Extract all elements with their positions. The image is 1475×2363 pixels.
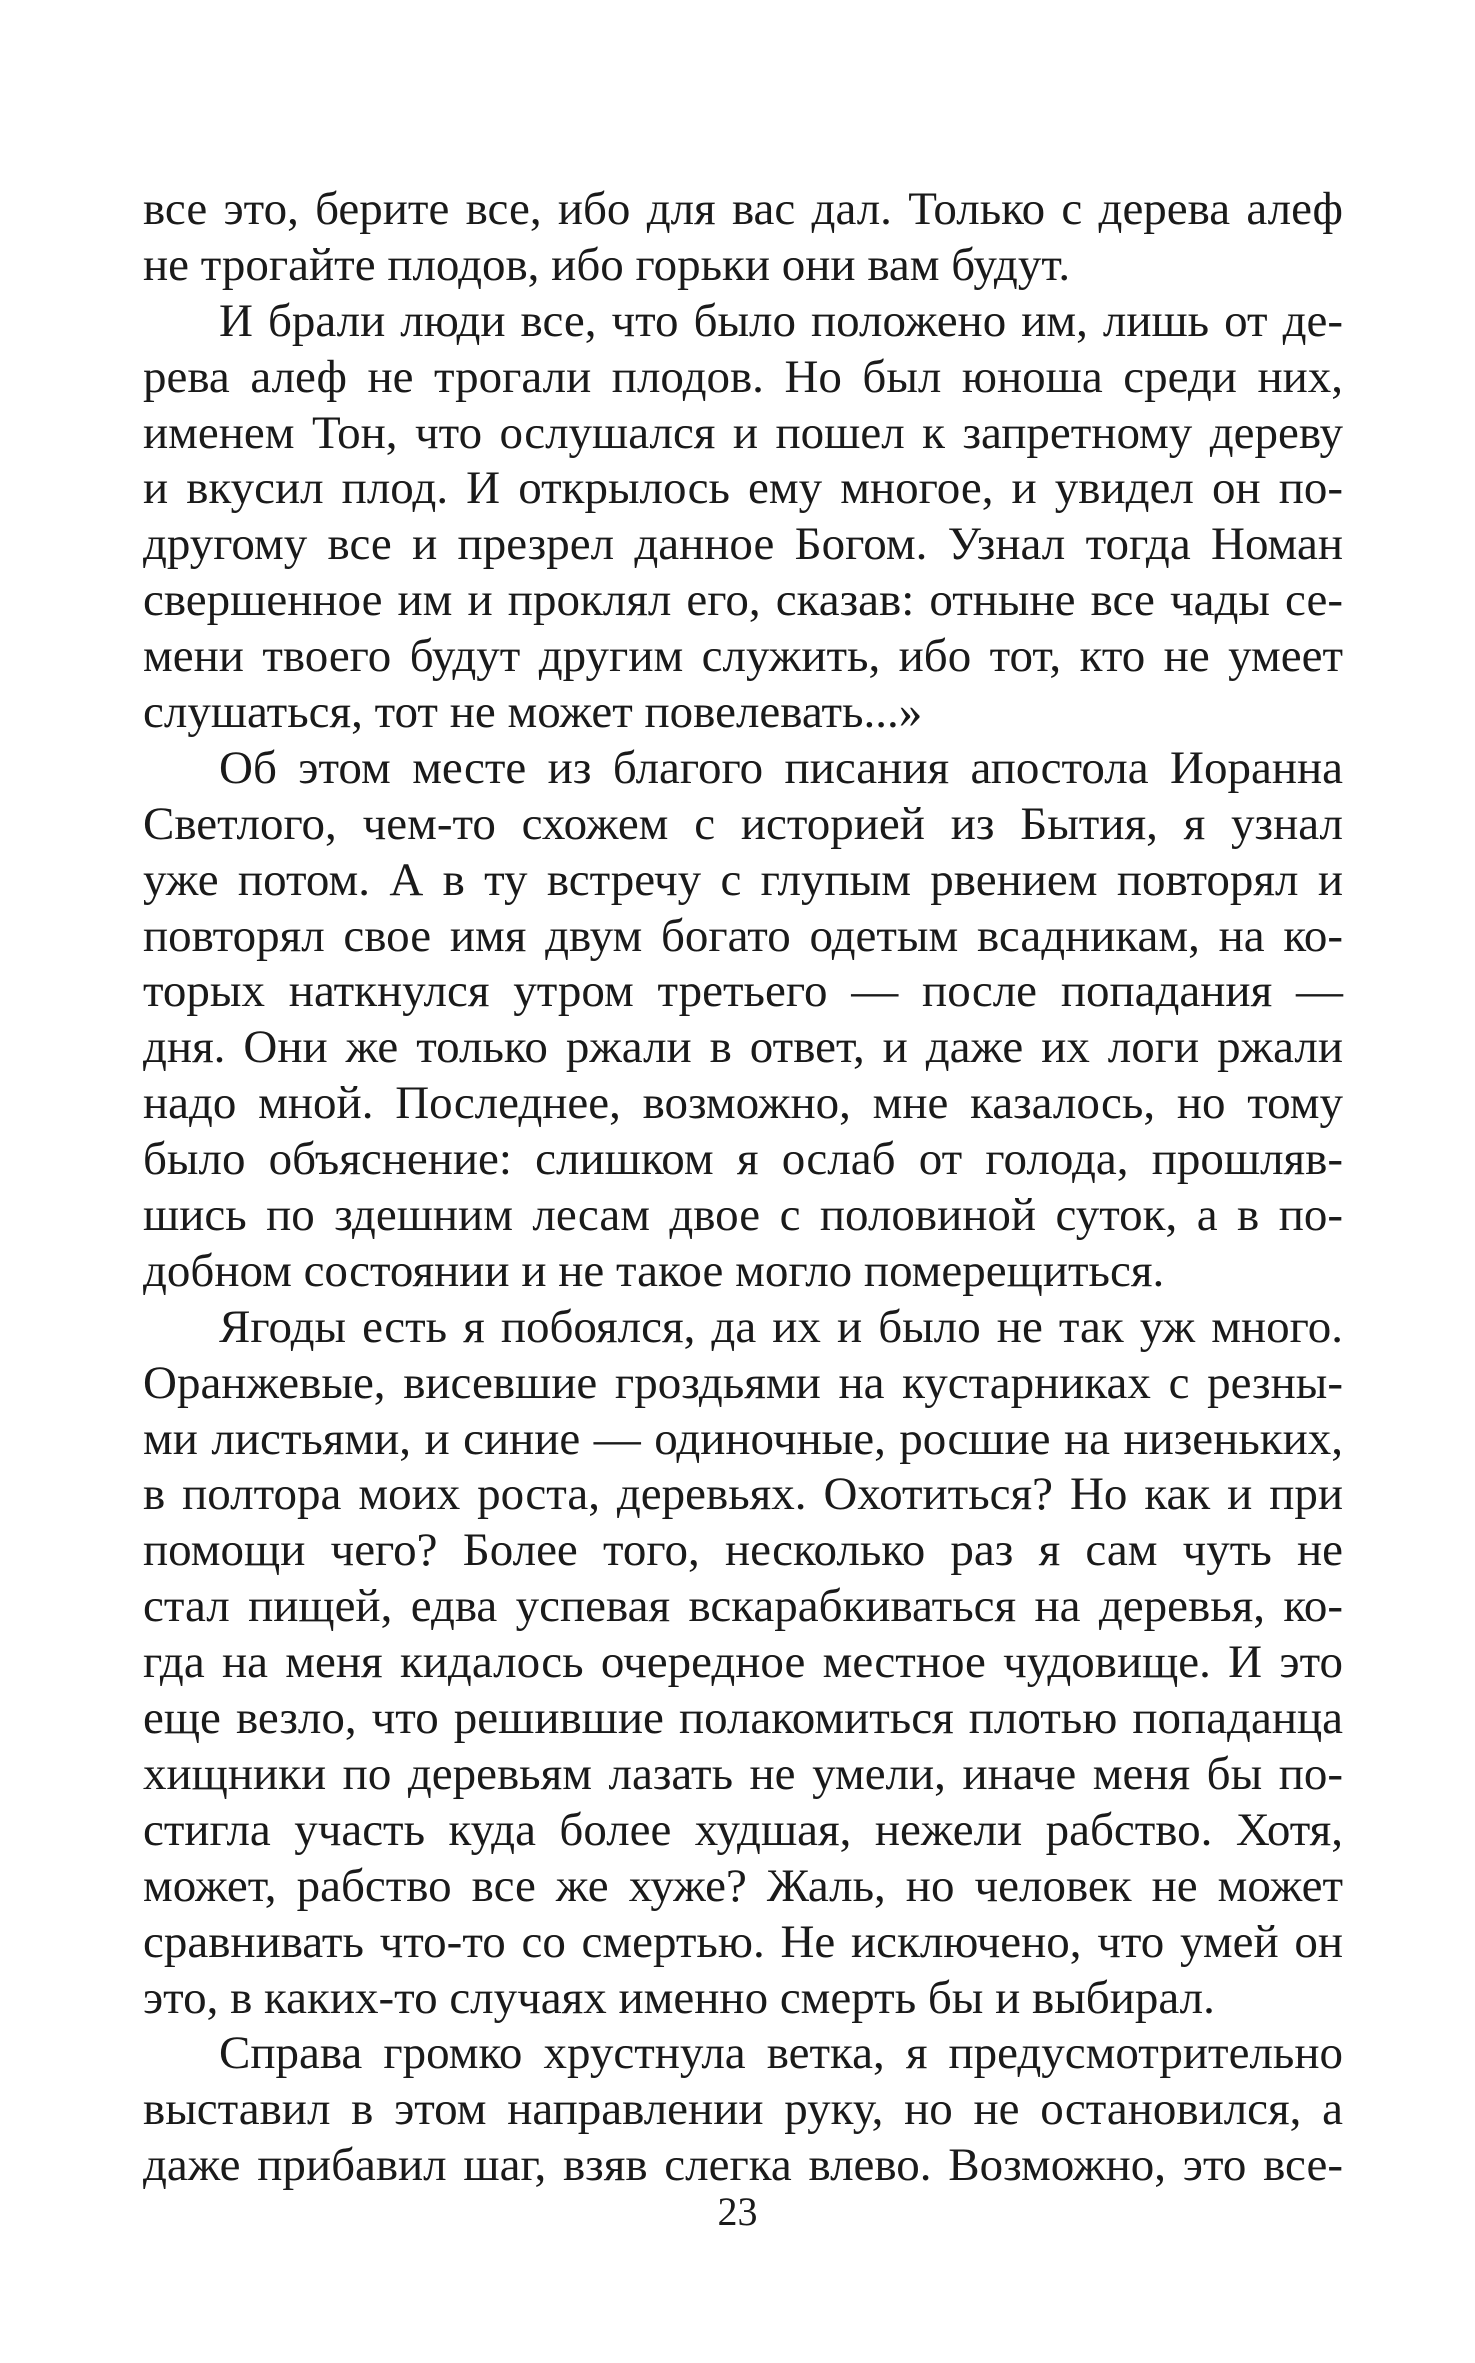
text-line: добном состоянии и не такое могло померещиться. — [143, 1244, 1165, 1297]
page-number: 23 — [717, 2189, 758, 2234]
text-line: Оранжевые, висевшие гроздьями на кустарниках с резны- — [143, 1356, 1343, 1409]
text-line: уже потом. А в ту встречу с глупым рвением повторял и — [143, 853, 1343, 906]
text-line: даже прибавил шаг, взяв слегка влево. Возможно, это все- — [143, 2139, 1343, 2192]
text-line: стигла участь куда более худшая, нежели рабство. Хотя, — [143, 1803, 1343, 1856]
paragraph — [143, 741, 1343, 1300]
text-line: это, в каких-то случаях именно смерть бы и выбирал. — [143, 1971, 1215, 2024]
text-line: может, рабство все же хуже? Жаль, но человек не может — [143, 1859, 1343, 1912]
text-line: хищники по деревьям лазать не умели, иначе меня бы по- — [143, 1747, 1343, 1800]
text-line: и вкусил плод. И открылось ему многое, и увидел он по- — [143, 462, 1343, 515]
text-line: сравнивать что-то со смертью. Не исключено, что умей он — [143, 1915, 1343, 1968]
text-line: слушаться, тот не может повелевать...» — [143, 686, 923, 739]
text-line: было объяснение: слишком я ослаб от голода, прошляв- — [143, 1133, 1343, 1186]
paragraph — [143, 182, 1343, 294]
text-line: другому все и презрел данное Богом. Узнал тогда Номан — [143, 518, 1343, 571]
text-line: стал пищей, едва успевая вскарабкиваться на деревья, ко- — [143, 1580, 1343, 1633]
text-line: в полтора моих роста, деревьях. Охотиться? Но как и при — [143, 1468, 1343, 1521]
text-line: свершенное им и проклял его, сказав: отныне все чады се- — [143, 574, 1343, 627]
text-line: мени твоего будут другим служить, ибо тот, кто не умеет — [143, 630, 1343, 683]
text-line: не трогайте плодов, ибо горьки они вам будут. — [143, 238, 1071, 291]
text-line: надо мной. Последнее, возможно, мне казалось, но тому — [143, 1077, 1343, 1130]
text-line: помощи чего? Более того, несколько раз я сам чуть не — [143, 1524, 1343, 1577]
text-line: еще везло, что решившие полакомиться плотью попаданца — [143, 1692, 1343, 1745]
text-line: Ягоды есть я побоялся, да их и было не так уж много. — [219, 1300, 1343, 1353]
text-line: дня. Они же только ржали в ответ, и даже их логи ржали — [143, 1021, 1343, 1074]
text-line: торых наткнулся утром третьего — после попадания — — [143, 965, 1343, 1018]
paragraph — [143, 1300, 1343, 2027]
text-line: И брали люди все, что было положено им, лишь от де- — [219, 294, 1343, 347]
body-text — [143, 182, 1343, 2194]
text-line: гда на меня кидалось очередное местное чудовище. И это — [143, 1636, 1343, 1689]
text-line: выставил в этом направлении руку, но не остановился, а — [143, 2083, 1343, 2136]
text-line: именем Тон, что ослушался и пошел к запретному дереву — [143, 406, 1343, 459]
text-line: ми листьями, и синие — одиночные, росшие на низеньких, — [143, 1412, 1343, 1465]
text-line: Об этом месте из благого писания апостола Иоранна — [219, 741, 1343, 794]
paragraph — [143, 2026, 1343, 2194]
paragraph — [143, 294, 1343, 741]
text-line: Справа громко хрустнула ветка, я предусмотрительно — [219, 2027, 1343, 2080]
text-line: повторял свое имя двум богато одетым всадникам, на ко- — [143, 909, 1343, 962]
text-line: шись по здешним лесам двое с половиной суток, а в по- — [143, 1189, 1343, 1242]
text-line: все это, берите все, ибо для вас дал. Только с дерева алеф — [143, 183, 1343, 235]
text-line: Светлого, чем-то схожем с историей из Бытия, я узнал — [143, 797, 1343, 850]
text-line: рева алеф не трогали плодов. Но был юноша среди них, — [143, 350, 1343, 403]
